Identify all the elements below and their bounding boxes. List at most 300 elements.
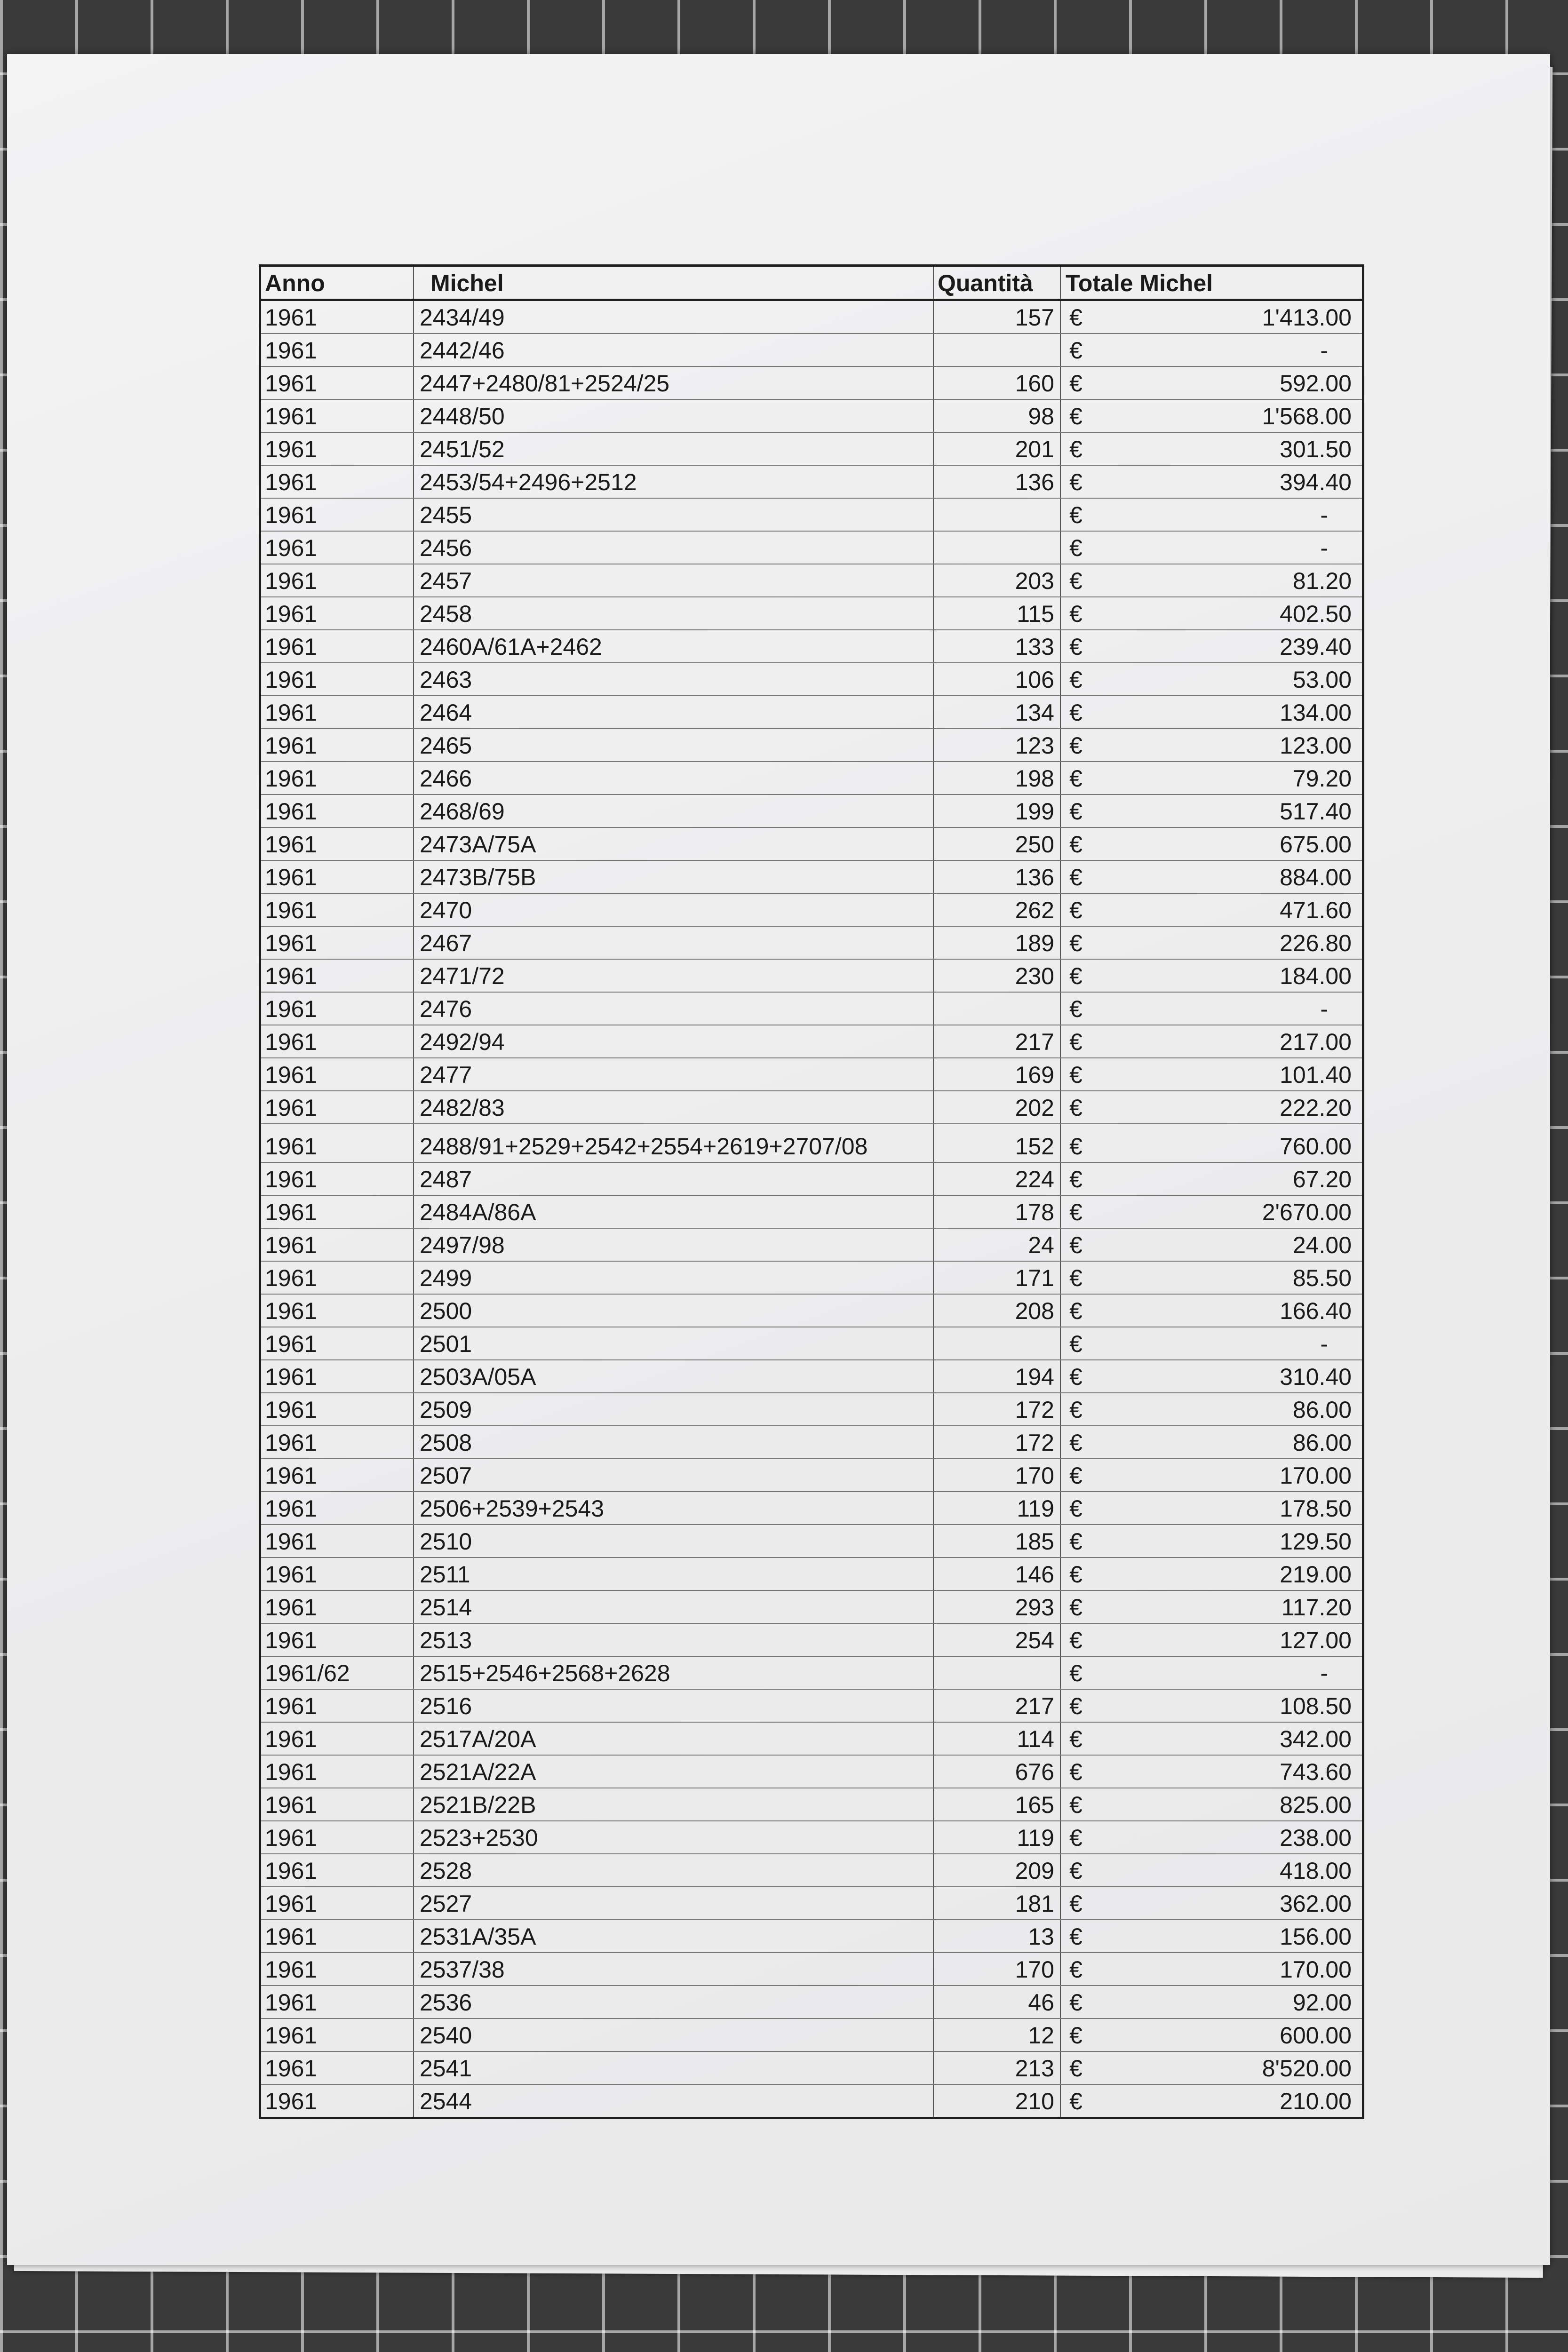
currency-symbol: € bbox=[1069, 1331, 1082, 1357]
currency-symbol: € bbox=[1069, 337, 1082, 364]
currency-symbol: € bbox=[1069, 2088, 1082, 2114]
cell-totale bbox=[1061, 1723, 1362, 1755]
cell-anno: 1961 bbox=[261, 696, 414, 728]
table-row bbox=[261, 1788, 1362, 1821]
currency-symbol: € bbox=[1069, 1923, 1082, 1950]
cell-quantita: 676 bbox=[934, 1756, 1061, 1788]
cell-michel: 2528 bbox=[414, 1854, 934, 1886]
cell-michel: 2447+2480/81+2524/25 bbox=[414, 367, 934, 399]
cell-anno: 1961 bbox=[261, 1558, 414, 1590]
table-row bbox=[261, 1196, 1362, 1229]
table-row bbox=[261, 993, 1362, 1025]
cell-quantita: 210 bbox=[934, 2085, 1061, 2117]
table-row bbox=[261, 1262, 1362, 1295]
totale-value: 108.50 bbox=[1280, 1693, 1352, 1719]
cell-anno: 1961 bbox=[261, 1327, 414, 1359]
table-row bbox=[261, 1657, 1362, 1690]
totale-value: 592.00 bbox=[1280, 370, 1352, 397]
cell-anno: 1961 bbox=[261, 1756, 414, 1788]
currency-symbol: € bbox=[1069, 1462, 1082, 1489]
table-row bbox=[261, 564, 1362, 597]
cell-michel: 2453/54+2496+2512 bbox=[414, 466, 934, 498]
cell-totale bbox=[1061, 1229, 1362, 1261]
cell-anno: 1961 bbox=[261, 960, 414, 992]
cell-quantita: 157 bbox=[934, 301, 1061, 333]
cell-anno: 1961 bbox=[261, 1887, 414, 1919]
currency-symbol: € bbox=[1069, 667, 1082, 693]
cell-michel: 2503A/05A bbox=[414, 1360, 934, 1392]
cell-anno: 1961 bbox=[261, 894, 414, 926]
cell-michel: 2516 bbox=[414, 1690, 934, 1722]
table-row bbox=[261, 1229, 1362, 1262]
cell-totale bbox=[1061, 1025, 1362, 1057]
table-row bbox=[261, 532, 1362, 564]
totale-value: - bbox=[1320, 337, 1328, 364]
cell-totale bbox=[1061, 1624, 1362, 1656]
currency-symbol: € bbox=[1069, 304, 1082, 331]
currency-symbol: € bbox=[1069, 1528, 1082, 1555]
cell-quantita: 12 bbox=[934, 2019, 1061, 2051]
cell-anno: 1961 bbox=[261, 1262, 414, 1294]
table-row bbox=[261, 630, 1362, 663]
cell-totale bbox=[1061, 2052, 1362, 2084]
currency-symbol: € bbox=[1069, 1166, 1082, 1192]
totale-value: 166.40 bbox=[1280, 1298, 1352, 1324]
cell-michel: 2513 bbox=[414, 1624, 934, 1656]
totale-value: 301.50 bbox=[1280, 436, 1352, 462]
cell-anno: 1961 bbox=[261, 532, 414, 564]
totale-value: 129.50 bbox=[1280, 1528, 1352, 1555]
totale-value: 394.40 bbox=[1280, 469, 1352, 495]
cell-anno: 1961 bbox=[261, 1723, 414, 1755]
cell-totale bbox=[1061, 1920, 1362, 1952]
totale-value: 127.00 bbox=[1280, 1627, 1352, 1653]
cell-totale bbox=[1061, 532, 1362, 564]
cell-michel: 2434/49 bbox=[414, 301, 934, 333]
cell-totale bbox=[1061, 663, 1362, 695]
cell-totale bbox=[1061, 1690, 1362, 1722]
totale-value: 86.00 bbox=[1292, 1430, 1352, 1456]
cell-anno: 1961/62 bbox=[261, 1657, 414, 1689]
cell-quantita: 152 bbox=[934, 1124, 1061, 1162]
cell-quantita bbox=[934, 1327, 1061, 1359]
cell-michel: 2500 bbox=[414, 1295, 934, 1327]
cell-totale bbox=[1061, 729, 1362, 761]
currency-symbol: € bbox=[1069, 1627, 1082, 1653]
table-row bbox=[261, 1058, 1362, 1091]
cell-anno: 1961 bbox=[261, 2019, 414, 2051]
cell-quantita: 172 bbox=[934, 1393, 1061, 1425]
currency-symbol: € bbox=[1069, 1891, 1082, 1917]
cell-anno: 1961 bbox=[261, 1196, 414, 1228]
totale-value: 86.00 bbox=[1292, 1397, 1352, 1423]
cell-anno: 1961 bbox=[261, 861, 414, 893]
cell-michel: 2540 bbox=[414, 2019, 934, 2051]
table-row bbox=[261, 861, 1362, 894]
totale-value: 222.20 bbox=[1280, 1095, 1352, 1121]
currency-symbol: € bbox=[1069, 930, 1082, 956]
currency-symbol: € bbox=[1069, 403, 1082, 429]
cell-totale bbox=[1061, 499, 1362, 531]
totale-value: 743.60 bbox=[1280, 1759, 1352, 1785]
cell-anno: 1961 bbox=[261, 1393, 414, 1425]
cell-quantita: 136 bbox=[934, 466, 1061, 498]
table-row bbox=[261, 1163, 1362, 1196]
cell-michel: 2460A/61A+2462 bbox=[414, 630, 934, 662]
cell-totale bbox=[1061, 1163, 1362, 1195]
totale-value: 67.20 bbox=[1292, 1166, 1352, 1192]
cell-quantita: 181 bbox=[934, 1887, 1061, 1919]
cell-michel: 2467 bbox=[414, 927, 934, 959]
currency-symbol: € bbox=[1069, 2022, 1082, 2049]
table-header-row bbox=[261, 267, 1362, 301]
currency-symbol: € bbox=[1069, 1561, 1082, 1588]
cell-quantita: 254 bbox=[934, 1624, 1061, 1656]
cell-totale bbox=[1061, 1295, 1362, 1327]
currency-symbol: € bbox=[1069, 535, 1082, 561]
cell-anno: 1961 bbox=[261, 1690, 414, 1722]
cell-quantita: 169 bbox=[934, 1058, 1061, 1090]
cell-totale bbox=[1061, 1821, 1362, 1853]
cell-quantita: 217 bbox=[934, 1690, 1061, 1722]
currency-symbol: € bbox=[1069, 864, 1082, 890]
table-row bbox=[261, 828, 1362, 861]
cell-totale bbox=[1061, 597, 1362, 629]
header-anno: Anno bbox=[261, 267, 414, 299]
cell-totale bbox=[1061, 367, 1362, 399]
totale-value: 217.00 bbox=[1280, 1029, 1352, 1055]
cell-michel: 2470 bbox=[414, 894, 934, 926]
currency-symbol: € bbox=[1069, 1726, 1082, 1752]
cell-michel: 2473B/75B bbox=[414, 861, 934, 893]
cell-anno: 1961 bbox=[261, 466, 414, 498]
table-row bbox=[261, 1525, 1362, 1558]
cell-quantita: 224 bbox=[934, 1163, 1061, 1195]
currency-symbol: € bbox=[1069, 1495, 1082, 1522]
currency-symbol: € bbox=[1069, 1095, 1082, 1121]
cell-totale bbox=[1061, 696, 1362, 728]
totale-value: - bbox=[1320, 502, 1328, 528]
currency-symbol: € bbox=[1069, 370, 1082, 397]
cell-michel: 2511 bbox=[414, 1558, 934, 1590]
table-row bbox=[261, 2085, 1362, 2117]
cell-totale bbox=[1061, 927, 1362, 959]
cell-michel: 2517A/20A bbox=[414, 1723, 934, 1755]
currency-symbol: € bbox=[1069, 1693, 1082, 1719]
currency-symbol: € bbox=[1069, 897, 1082, 923]
cell-michel: 2521B/22B bbox=[414, 1788, 934, 1820]
cell-anno: 1961 bbox=[261, 1986, 414, 2018]
cell-totale bbox=[1061, 1558, 1362, 1590]
cell-quantita bbox=[934, 532, 1061, 564]
table-row bbox=[261, 2019, 1362, 2052]
currency-symbol: € bbox=[1069, 1825, 1082, 1851]
cell-quantita: 262 bbox=[934, 894, 1061, 926]
table-row bbox=[261, 663, 1362, 696]
cell-quantita: 13 bbox=[934, 1920, 1061, 1952]
cell-totale bbox=[1061, 1091, 1362, 1123]
currency-symbol: € bbox=[1069, 1232, 1082, 1258]
cell-totale bbox=[1061, 2019, 1362, 2051]
totale-value: 362.00 bbox=[1280, 1891, 1352, 1917]
cell-michel: 2468/69 bbox=[414, 795, 934, 827]
table-row bbox=[261, 334, 1362, 367]
cell-totale bbox=[1061, 1058, 1362, 1090]
cell-anno: 1961 bbox=[261, 433, 414, 465]
table-row bbox=[261, 1690, 1362, 1723]
cell-michel: 2482/83 bbox=[414, 1091, 934, 1123]
cell-michel: 2501 bbox=[414, 1327, 934, 1359]
cell-totale bbox=[1061, 1657, 1362, 1689]
cell-totale bbox=[1061, 2085, 1362, 2117]
currency-symbol: € bbox=[1069, 1364, 1082, 1390]
totale-value: 156.00 bbox=[1280, 1923, 1352, 1950]
totale-value: 418.00 bbox=[1280, 1858, 1352, 1884]
table-row bbox=[261, 301, 1362, 334]
cell-quantita: 293 bbox=[934, 1591, 1061, 1623]
table-row bbox=[261, 1025, 1362, 1058]
cell-anno: 1961 bbox=[261, 499, 414, 531]
cell-anno: 1961 bbox=[261, 367, 414, 399]
cell-quantita: 202 bbox=[934, 1091, 1061, 1123]
stamp-table bbox=[259, 264, 1364, 2119]
table-row bbox=[261, 795, 1362, 828]
cell-anno: 1961 bbox=[261, 828, 414, 860]
table-row bbox=[261, 367, 1362, 400]
cell-totale bbox=[1061, 630, 1362, 662]
currency-symbol: € bbox=[1069, 1029, 1082, 1055]
totale-value: 310.40 bbox=[1280, 1364, 1352, 1390]
totale-value: 170.00 bbox=[1280, 1956, 1352, 1983]
cell-totale bbox=[1061, 1459, 1362, 1491]
cell-totale bbox=[1061, 1854, 1362, 1886]
currency-symbol: € bbox=[1069, 634, 1082, 660]
currency-symbol: € bbox=[1069, 502, 1082, 528]
totale-value: 134.00 bbox=[1280, 699, 1352, 726]
totale-value: 24.00 bbox=[1292, 1232, 1352, 1258]
header-michel: Michel bbox=[414, 267, 934, 299]
table-row bbox=[261, 400, 1362, 433]
currency-symbol: € bbox=[1069, 1199, 1082, 1225]
cell-quantita: 46 bbox=[934, 1986, 1061, 2018]
totale-value: 210.00 bbox=[1280, 2088, 1352, 2114]
cell-michel: 2484A/86A bbox=[414, 1196, 934, 1228]
cell-anno: 1961 bbox=[261, 1920, 414, 1952]
cell-michel: 2492/94 bbox=[414, 1025, 934, 1057]
cell-anno: 1961 bbox=[261, 663, 414, 695]
cell-quantita: 198 bbox=[934, 762, 1061, 794]
paper-sheet bbox=[7, 54, 1550, 2265]
cell-michel: 2477 bbox=[414, 1058, 934, 1090]
table-row bbox=[261, 1426, 1362, 1459]
table-row bbox=[261, 1854, 1362, 1887]
currency-symbol: € bbox=[1069, 732, 1082, 759]
cell-quantita: 250 bbox=[934, 828, 1061, 860]
totale-value: - bbox=[1320, 1660, 1328, 1686]
currency-symbol: € bbox=[1069, 1133, 1082, 1160]
cell-michel: 2458 bbox=[414, 597, 934, 629]
cell-anno: 1961 bbox=[261, 1624, 414, 1656]
table-row bbox=[261, 597, 1362, 630]
totale-value: 123.00 bbox=[1280, 732, 1352, 759]
totale-value: 402.50 bbox=[1280, 601, 1352, 627]
currency-symbol: € bbox=[1069, 1397, 1082, 1423]
cell-michel: 2463 bbox=[414, 663, 934, 695]
totale-value: 884.00 bbox=[1280, 864, 1352, 890]
cell-quantita: 199 bbox=[934, 795, 1061, 827]
totale-value: 471.60 bbox=[1280, 897, 1352, 923]
cell-totale bbox=[1061, 564, 1362, 596]
cell-michel: 2506+2539+2543 bbox=[414, 1492, 934, 1524]
table-row bbox=[261, 1558, 1362, 1591]
totale-value: 239.40 bbox=[1280, 634, 1352, 660]
totale-value: 170.00 bbox=[1280, 1462, 1352, 1489]
totale-value: - bbox=[1320, 996, 1328, 1022]
currency-symbol: € bbox=[1069, 1989, 1082, 2016]
table-row bbox=[261, 1624, 1362, 1657]
cell-michel: 2514 bbox=[414, 1591, 934, 1623]
table-row bbox=[261, 1360, 1362, 1393]
cell-totale bbox=[1061, 433, 1362, 465]
table-row bbox=[261, 927, 1362, 960]
cell-michel: 2523+2530 bbox=[414, 1821, 934, 1853]
cell-michel: 2464 bbox=[414, 696, 934, 728]
currency-symbol: € bbox=[1069, 1660, 1082, 1686]
cell-michel: 2465 bbox=[414, 729, 934, 761]
table-row bbox=[261, 466, 1362, 499]
cell-michel: 2476 bbox=[414, 993, 934, 1025]
cell-totale bbox=[1061, 1953, 1362, 1985]
cell-anno: 1961 bbox=[261, 1492, 414, 1524]
cell-anno: 1961 bbox=[261, 1953, 414, 1985]
cell-michel: 2531A/35A bbox=[414, 1920, 934, 1952]
cell-anno: 1961 bbox=[261, 1360, 414, 1392]
cell-quantita: 146 bbox=[934, 1558, 1061, 1590]
table-row bbox=[261, 1756, 1362, 1788]
cell-anno: 1961 bbox=[261, 1525, 414, 1557]
cell-quantita: 98 bbox=[934, 400, 1061, 432]
cell-anno: 1961 bbox=[261, 1459, 414, 1491]
cell-michel: 2510 bbox=[414, 1525, 934, 1557]
cell-michel: 2509 bbox=[414, 1393, 934, 1425]
cell-quantita bbox=[934, 334, 1061, 366]
cell-anno: 1961 bbox=[261, 729, 414, 761]
currency-symbol: € bbox=[1069, 601, 1082, 627]
currency-symbol: € bbox=[1069, 1594, 1082, 1621]
cell-quantita: 185 bbox=[934, 1525, 1061, 1557]
table-row bbox=[261, 433, 1362, 466]
cell-michel: 2527 bbox=[414, 1887, 934, 1919]
cell-michel: 2537/38 bbox=[414, 1953, 934, 1985]
currency-symbol: € bbox=[1069, 1430, 1082, 1456]
cell-anno: 1961 bbox=[261, 1091, 414, 1123]
table-body bbox=[261, 301, 1362, 2117]
cell-michel: 2521A/22A bbox=[414, 1756, 934, 1788]
cell-anno: 1961 bbox=[261, 564, 414, 596]
cell-anno: 1961 bbox=[261, 1163, 414, 1195]
cell-anno: 1961 bbox=[261, 2052, 414, 2084]
table-row bbox=[261, 1492, 1362, 1525]
cell-totale bbox=[1061, 1887, 1362, 1919]
cell-michel: 2488/91+2529+2542+2554+2619+2707/08 bbox=[414, 1124, 934, 1162]
cell-totale bbox=[1061, 466, 1362, 498]
cell-totale bbox=[1061, 1756, 1362, 1788]
table-row bbox=[261, 696, 1362, 729]
currency-symbol: € bbox=[1069, 568, 1082, 594]
cell-totale bbox=[1061, 1788, 1362, 1820]
cell-quantita: 136 bbox=[934, 861, 1061, 893]
cell-anno: 1961 bbox=[261, 1854, 414, 1886]
table-row bbox=[261, 1393, 1362, 1426]
currency-symbol: € bbox=[1069, 1265, 1082, 1291]
totale-value: 53.00 bbox=[1292, 667, 1352, 693]
cell-anno: 1961 bbox=[261, 301, 414, 333]
currency-symbol: € bbox=[1069, 831, 1082, 858]
totale-value: 219.00 bbox=[1280, 1561, 1352, 1588]
cell-michel: 2442/46 bbox=[414, 334, 934, 366]
cell-anno: 1961 bbox=[261, 762, 414, 794]
cell-anno: 1961 bbox=[261, 1124, 414, 1162]
currency-symbol: € bbox=[1069, 1298, 1082, 1324]
cell-anno: 1961 bbox=[261, 630, 414, 662]
cell-quantita: 217 bbox=[934, 1025, 1061, 1057]
table-row bbox=[261, 894, 1362, 927]
totale-value: 81.20 bbox=[1292, 568, 1352, 594]
cell-anno: 1961 bbox=[261, 1025, 414, 1057]
cell-quantita: 165 bbox=[934, 1788, 1061, 1820]
cell-quantita: 201 bbox=[934, 433, 1061, 465]
currency-symbol: € bbox=[1069, 798, 1082, 825]
cell-quantita: 209 bbox=[934, 1854, 1061, 1886]
totale-value: 184.00 bbox=[1280, 963, 1352, 989]
cell-totale bbox=[1061, 334, 1362, 366]
totale-value: 1'413.00 bbox=[1262, 304, 1352, 331]
cell-totale bbox=[1061, 1492, 1362, 1524]
totale-value: 117.20 bbox=[1281, 1594, 1352, 1621]
cell-totale bbox=[1061, 301, 1362, 333]
cell-totale bbox=[1061, 400, 1362, 432]
cell-michel: 2451/52 bbox=[414, 433, 934, 465]
cell-quantita: 160 bbox=[934, 367, 1061, 399]
cell-anno: 1961 bbox=[261, 1591, 414, 1623]
header-quantita: Quantità bbox=[934, 267, 1061, 299]
cell-anno: 1961 bbox=[261, 1058, 414, 1090]
cell-quantita: 189 bbox=[934, 927, 1061, 959]
totale-value: 238.00 bbox=[1280, 1825, 1352, 1851]
cell-totale bbox=[1061, 894, 1362, 926]
cell-quantita: 106 bbox=[934, 663, 1061, 695]
totale-value: 675.00 bbox=[1280, 831, 1352, 858]
cell-quantita: 24 bbox=[934, 1229, 1061, 1261]
cell-michel: 2499 bbox=[414, 1262, 934, 1294]
table-row bbox=[261, 1295, 1362, 1327]
table-row bbox=[261, 762, 1362, 795]
currency-symbol: € bbox=[1069, 963, 1082, 989]
cell-michel: 2497/98 bbox=[414, 1229, 934, 1261]
cell-michel: 2473A/75A bbox=[414, 828, 934, 860]
cell-quantita: 123 bbox=[934, 729, 1061, 761]
header-totale: Totale Michel bbox=[1066, 270, 1213, 296]
totale-value: 8'520.00 bbox=[1262, 2055, 1352, 2082]
totale-value: 825.00 bbox=[1280, 1792, 1352, 1818]
cell-totale bbox=[1061, 1327, 1362, 1359]
cell-anno: 1961 bbox=[261, 400, 414, 432]
cell-michel: 2507 bbox=[414, 1459, 934, 1491]
cell-anno: 1961 bbox=[261, 1295, 414, 1327]
cell-totale bbox=[1061, 960, 1362, 992]
cell-totale bbox=[1061, 1426, 1362, 1458]
cell-quantita: 171 bbox=[934, 1262, 1061, 1294]
